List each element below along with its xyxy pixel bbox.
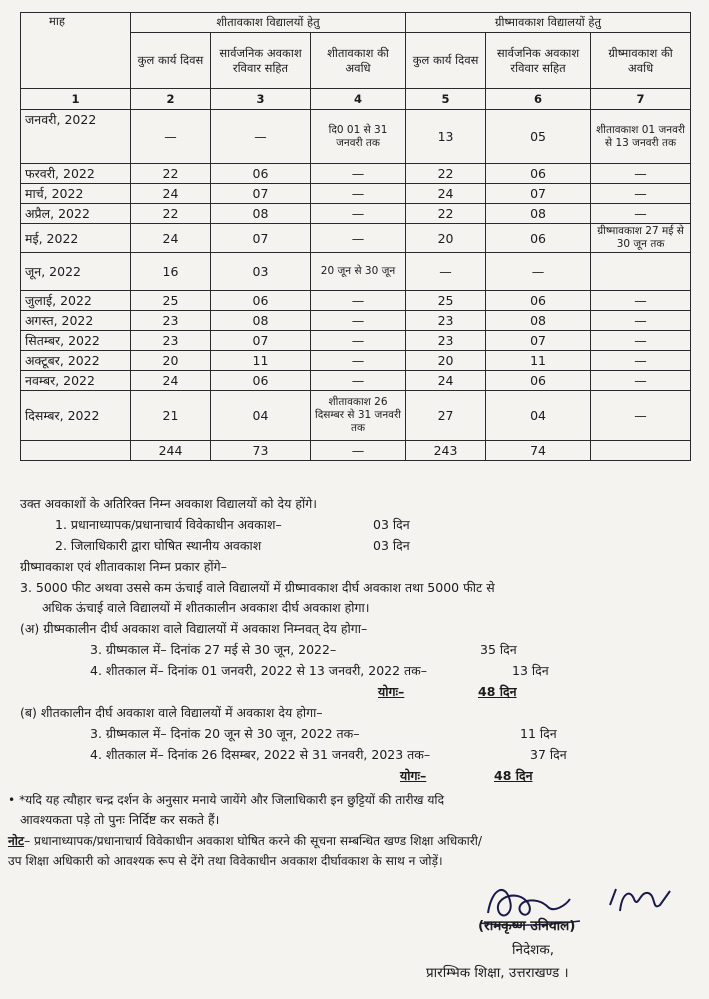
summer-working-days-cell: 27	[406, 391, 486, 441]
section-a-item-1-days: 35 दिन	[480, 642, 517, 657]
summer-public-holidays-cell: 08	[486, 204, 591, 224]
summer-vacation-cell: —	[591, 391, 691, 441]
table-row	[21, 204, 691, 224]
summer-vacation-cell: ग्रीष्मावकाश 27 मई से 30 जून तक	[591, 224, 691, 253]
winter-working-days-cell: 24	[131, 371, 211, 391]
totals-label-cell	[21, 441, 131, 461]
totals-row	[21, 441, 691, 461]
note-text: – प्रधानाध्यापक/प्रधानाचार्य विवेकाधीन अवकाश घोषित करने की सूचना सम्बन्धित खण्ड शिक्षा अधिकारी/	[24, 834, 483, 848]
winter-public-holidays-cell: —	[211, 110, 311, 164]
section-a-item-1: 3. ग्रीष्मकाल में– दिनांक 27 मई से 30 जून, 2022–	[90, 642, 337, 657]
summer-col-public-holidays: सार्वजनिक अवकाश रविवार सहित	[486, 33, 591, 89]
section-b-total-label: योगः–	[400, 768, 427, 783]
summer-working-days-cell: 24	[406, 371, 486, 391]
table-row	[21, 224, 691, 253]
section-b-item-1-days: 11 दिन	[520, 726, 557, 741]
month-cell: नवम्बर, 2022	[21, 371, 131, 391]
note-label: नोट	[8, 834, 25, 848]
col-number: 2	[131, 89, 211, 110]
section-a-item-2-days: 13 दिन	[512, 663, 549, 678]
month-cell: जुलाई, 2022	[21, 291, 131, 311]
summer-working-days-cell: —	[406, 253, 486, 291]
winter-public-holidays-cell: 06	[211, 371, 311, 391]
section-a-item-2: 4. शीतकाल में– दिनांक 01 जनवरी, 2022 से 13 जनवरी, 2022 तक–	[90, 663, 428, 678]
col-number: 7	[591, 89, 691, 110]
section-b-heading: (ब) शीतकालीन दीर्घ अवकाश वाले विद्यालयों में अवकाश देय होगा–	[20, 705, 323, 720]
table-row	[21, 331, 691, 351]
winter-vacation-cell: —	[311, 311, 406, 331]
summer-public-holidays-cell: 06	[486, 371, 591, 391]
winter-vacation-cell: —	[311, 291, 406, 311]
winter-public-holidays-cell: 07	[211, 184, 311, 204]
winter-vacation-cell: —	[311, 224, 406, 253]
month-cell: अगस्त, 2022	[21, 311, 131, 331]
summer-vacation-cell: —	[591, 164, 691, 184]
table-row	[21, 291, 691, 311]
section-a-heading: (अ) ग्रीष्मकालीन दीर्घ अवकाश वाले विद्यालयों में अवकाश निम्नवत् देय होगा–	[20, 621, 368, 636]
winter-public-holidays-cell: 04	[211, 391, 311, 441]
winter-group-header: शीतावकाश विद्यालयों हेतु	[131, 13, 406, 33]
winter-col-public-holidays: सार्वजनिक अवकाश रविवार सहित	[211, 33, 311, 89]
winter-col-working-days: कुल कार्य दिवस	[131, 33, 211, 89]
point-3-line-1: 3. 5000 फीट अथवा उससे कम ऊंचाई वाले विद्यालयों में ग्रीष्मावकाश दीर्घ अवकाश तथा 5000 फीट से	[20, 580, 495, 595]
month-cell: मार्च, 2022	[21, 184, 131, 204]
total-summer-vacation-cell	[591, 441, 691, 461]
summer-working-days-cell: 25	[406, 291, 486, 311]
table-row	[21, 164, 691, 184]
summer-vacation-cell	[591, 253, 691, 291]
signatory-name: (रामकृष्ण उनियाल)	[478, 918, 576, 934]
summer-vacation-cell: —	[591, 204, 691, 224]
vacation-heading: ग्रीष्मावकाश एवं शीतावकाश निम्न प्रकार होंगे–	[20, 559, 227, 574]
note-line-2: उप शिक्षा अधिकारी को आवश्यक रूप से देंगे तथा विवेकाधीन अवकाश दीर्घावकाश के साथ न जोड़ें।	[8, 854, 443, 868]
col-number: 5	[406, 89, 486, 110]
winter-public-holidays-cell: 08	[211, 311, 311, 331]
summer-public-holidays-cell: 07	[486, 184, 591, 204]
winter-vacation-cell: —	[311, 351, 406, 371]
month-header: माह	[21, 13, 131, 89]
total-summer-working-days-cell: 243	[406, 441, 486, 461]
summer-working-days-cell: 20	[406, 224, 486, 253]
winter-working-days-cell: 23	[131, 311, 211, 331]
table-row	[21, 391, 691, 441]
summer-working-days-cell: 22	[406, 204, 486, 224]
summer-working-days-cell: 24	[406, 184, 486, 204]
winter-working-days-cell: 23	[131, 331, 211, 351]
winter-working-days-cell: 20	[131, 351, 211, 371]
month-cell: अक्टूबर, 2022	[21, 351, 131, 371]
summer-public-holidays-cell: —	[486, 253, 591, 291]
summer-working-days-cell: 22	[406, 164, 486, 184]
winter-public-holidays-cell: 03	[211, 253, 311, 291]
winter-vacation-cell: —	[311, 204, 406, 224]
footnote-line-2: आवश्यकता पड़े तो पुनः निर्दिष्ट कर सकते हैं।	[20, 812, 220, 827]
winter-working-days-cell: 25	[131, 291, 211, 311]
month-cell: फरवरी, 2022	[21, 164, 131, 184]
summer-public-holidays-cell: 05	[486, 110, 591, 164]
total-winter-vacation-cell: —	[311, 441, 406, 461]
col-number: 1	[21, 89, 131, 110]
section-b-item-2-days: 37 दिन	[530, 747, 567, 762]
section-b-item-1: 3. ग्रीष्मकाल में– दिनांक 20 जून से 30 जून, 2022 तक–	[90, 726, 360, 741]
table-row	[21, 351, 691, 371]
winter-public-holidays-cell: 06	[211, 291, 311, 311]
holiday-calendar-table	[20, 12, 691, 461]
winter-working-days-cell: —	[131, 110, 211, 164]
section-a-total-label: योगः–	[378, 684, 405, 699]
intro-text: उक्त अवकाशों के अतिरिक्त निम्न अवकाश विद्यालयों को देय होंगे।	[20, 496, 317, 511]
summer-public-holidays-cell: 08	[486, 311, 591, 331]
summer-vacation-cell: —	[591, 311, 691, 331]
winter-working-days-cell: 22	[131, 204, 211, 224]
summer-group-header: ग्रीष्मावकाश विद्यालयों हेतु	[406, 13, 691, 33]
summer-public-holidays-cell: 11	[486, 351, 591, 371]
winter-public-holidays-cell: 08	[211, 204, 311, 224]
summer-working-days-cell: 23	[406, 331, 486, 351]
winter-public-holidays-cell: 11	[211, 351, 311, 371]
winter-working-days-cell: 24	[131, 224, 211, 253]
summer-working-days-cell: 20	[406, 351, 486, 371]
winter-vacation-cell: —	[311, 331, 406, 351]
summer-vacation-cell: —	[591, 351, 691, 371]
section-a-total-days: 48 दिन	[478, 684, 517, 699]
summer-vacation-cell: शीतावकाश 01 जनवरी से 13 जनवरी तक	[591, 110, 691, 164]
table-row	[21, 311, 691, 331]
section-b-item-2: 4. शीतकाल में– दिनांक 26 दिसम्बर, 2022 से 31 जनवरी, 2023 तक–	[90, 747, 431, 762]
winter-working-days-cell: 24	[131, 184, 211, 204]
table-row	[21, 184, 691, 204]
summer-col-working-days: कुल कार्य दिवस	[406, 33, 486, 89]
signatory-designation: निदेशक,	[512, 942, 554, 958]
extra-leave-item-2: 2. जिलाधिकारी द्वारा घोषित स्थानीय अवकाश	[55, 538, 262, 553]
month-cell: जनवरी, 2022	[21, 110, 131, 164]
point-3-line-2: अधिक ऊंचाई वाले विद्यालयों में शीतकालीन अवकाश दीर्घ अवकाश होगा।	[42, 600, 370, 615]
month-cell: जून, 2022	[21, 253, 131, 291]
month-cell: दिसम्बर, 2022	[21, 391, 131, 441]
col-number: 4	[311, 89, 406, 110]
winter-vacation-cell: —	[311, 371, 406, 391]
note-line-1	[8, 833, 482, 849]
summer-vacation-cell: —	[591, 291, 691, 311]
winter-public-holidays-cell: 07	[211, 331, 311, 351]
extra-leave-item-1: 1. प्रधानाध्यापक/प्रधानाचार्य विवेकाधीन अवकाश–	[55, 517, 282, 532]
month-cell: मई, 2022	[21, 224, 131, 253]
winter-vacation-cell: शीतावकाश 26 दिसम्बर से 31 जनवरी तक	[311, 391, 406, 441]
col-number: 6	[486, 89, 591, 110]
winter-public-holidays-cell: 07	[211, 224, 311, 253]
month-cell: सितम्बर, 2022	[21, 331, 131, 351]
total-winter-working-days-cell: 244	[131, 441, 211, 461]
winter-vacation-cell: —	[311, 164, 406, 184]
summer-col-vacation-period: ग्रीष्मावकाश की अवधि	[591, 33, 691, 89]
extra-leave-item-1-days: 03 दिन	[373, 517, 410, 532]
summer-public-holidays-cell: 07	[486, 331, 591, 351]
winter-vacation-cell: 20 जून से 30 जून	[311, 253, 406, 291]
month-cell: अप्रैल, 2022	[21, 204, 131, 224]
table-row	[21, 110, 691, 164]
total-summer-public-holidays-cell: 74	[486, 441, 591, 461]
col-number: 3	[211, 89, 311, 110]
winter-working-days-cell: 21	[131, 391, 211, 441]
winter-working-days-cell: 16	[131, 253, 211, 291]
footnote-line-1: • *यदि यह त्यौहार चन्द्र दर्शन के अनुसार मनाये जायेंगे और जिलाधिकारी इन छुट्टियों की तारीख यदि	[8, 793, 445, 807]
winter-working-days-cell: 22	[131, 164, 211, 184]
section-b-total-days: 48 दिन	[494, 768, 533, 783]
summer-public-holidays-cell: 06	[486, 224, 591, 253]
signatory-department: प्रारम्भिक शिक्षा, उत्तराखण्ड ।	[426, 965, 569, 981]
summer-vacation-cell: —	[591, 331, 691, 351]
extra-leave-item-2-days: 03 दिन	[373, 538, 410, 553]
total-winter-public-holidays-cell: 73	[211, 441, 311, 461]
summer-vacation-cell: —	[591, 371, 691, 391]
table-row	[21, 253, 691, 291]
winter-public-holidays-cell: 06	[211, 164, 311, 184]
summer-public-holidays-cell: 04	[486, 391, 591, 441]
summer-public-holidays-cell: 06	[486, 164, 591, 184]
summer-working-days-cell: 13	[406, 110, 486, 164]
winter-vacation-cell: दि0 01 से 31 जनवरी तक	[311, 110, 406, 164]
summer-public-holidays-cell: 06	[486, 291, 591, 311]
summer-vacation-cell: —	[591, 184, 691, 204]
table-row	[21, 371, 691, 391]
winter-col-vacation-period: शीतावकाश की अवधि	[311, 33, 406, 89]
winter-vacation-cell: —	[311, 184, 406, 204]
summer-working-days-cell: 23	[406, 311, 486, 331]
